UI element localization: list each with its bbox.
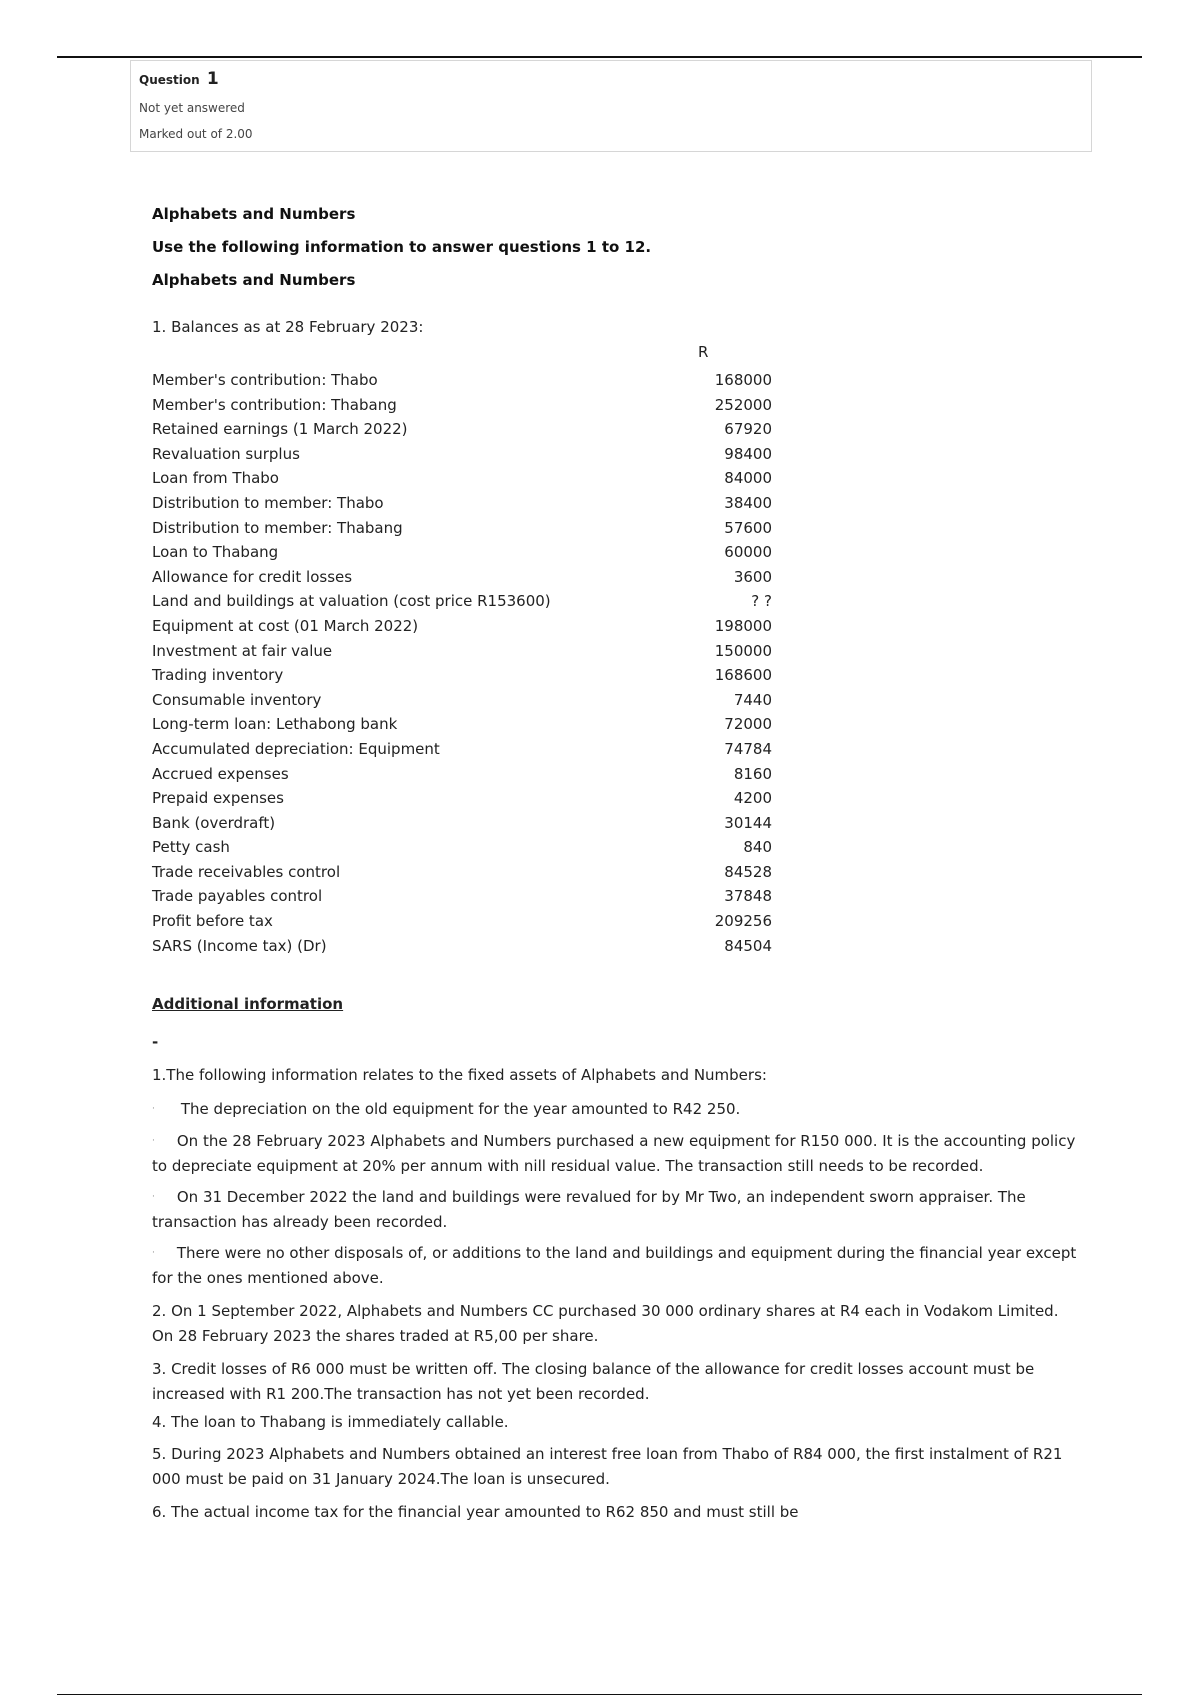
balance-row (152, 393, 772, 418)
balance-label: Retained earnings (1 March 2022) (152, 420, 408, 439)
balance-value: 84528 (724, 862, 772, 881)
top-rule (57, 56, 1142, 58)
bullet-item (152, 1185, 1077, 1235)
balance-label: Equipment at cost (01 March 2022) (152, 616, 419, 635)
balance-label: Trade receivables control (152, 862, 341, 881)
balance-row (152, 614, 772, 639)
bullet-text: There were no other disposals of, or additions to the land and buildings and equipment during the financial year except for the ones mentioned above. (152, 1244, 1077, 1287)
fixed-assets-intro: 1.The following information relates to the fixed assets of Alphabets and Numbers: (152, 1066, 767, 1084)
additional-info-heading: Additional information (152, 995, 344, 1013)
balance-row (152, 909, 772, 934)
balance-label: Revaluation surplus (152, 444, 300, 463)
dash-marker: - (152, 1033, 159, 1051)
balance-label: Allowance for credit losses (152, 567, 353, 586)
balance-row (152, 762, 772, 787)
balance-value: 7440 (733, 690, 772, 709)
balance-value: 84504 (724, 936, 772, 955)
balance-value: 84000 (724, 469, 772, 488)
balance-row (152, 860, 772, 885)
balance-label: Bank (overdraft) (152, 813, 276, 832)
balance-label: Loan from Thabo (152, 469, 279, 488)
balance-row (152, 442, 772, 467)
bullet-icon: · (152, 1248, 155, 1258)
balance-label: Member's contribution: Thabang (152, 395, 397, 414)
info-item-6: 6. The actual income tax for the financial year amounted to R62 850 and must still be (152, 1503, 799, 1521)
balance-row (152, 491, 772, 516)
balance-value: 74784 (724, 739, 772, 758)
balance-label: Prepaid expenses (152, 789, 284, 808)
balance-label: Land and buildings at valuation (cost price R153600) (152, 592, 551, 611)
balance-value: 72000 (724, 715, 772, 734)
balance-row (152, 565, 772, 590)
balance-row (152, 712, 772, 737)
balance-row (152, 466, 772, 491)
balances-table (152, 368, 772, 958)
balance-label: Accumulated depreciation: Equipment (152, 739, 440, 758)
balance-label: Accrued expenses (152, 764, 289, 783)
bullet-item (152, 1129, 1077, 1179)
bullet-text: On the 28 February 2023 Alphabets and Numbers purchased a new equipment for R150 000. It is the accounting policy to depreciate equipment at 20% per annum with nill residual value. The transaction still needs to be recorded. (152, 1132, 1076, 1175)
balance-value: 38400 (724, 493, 772, 512)
balance-value: 98400 (724, 444, 772, 463)
bullet-item (152, 1241, 1077, 1291)
balance-row (152, 417, 772, 442)
balance-value: 252000 (714, 395, 772, 414)
question-number-value: 1 (206, 69, 219, 89)
bullet-icon: · (152, 1104, 155, 1114)
balance-row (152, 540, 772, 565)
balance-label: Petty cash (152, 838, 230, 857)
balance-row (152, 516, 772, 541)
balance-value: 8160 (733, 764, 772, 783)
balance-row (152, 368, 772, 393)
balance-row (152, 934, 772, 959)
balance-row (152, 811, 772, 836)
balance-value: 198000 (714, 616, 772, 635)
heading-instruction: Use the following information to answer questions 1 to 12. (152, 238, 652, 256)
info-item-2: 2. On 1 September 2022, Alphabets and Numbers CC purchased 30 000 ordinary shares at R4 each in Vodakom Limited. On 28 February 2023 the shares traded at R5,00 per share. (152, 1302, 1059, 1345)
balance-label: Distribution to member: Thabo (152, 493, 384, 512)
balance-row (152, 786, 772, 811)
balance-row (152, 663, 772, 688)
info-item-5: 5. During 2023 Alphabets and Numbers obtained an interest free loan from Thabo of R84 000, the first instalment of R21 000 must be paid on 31 January 2024.The loan is unsecured. (152, 1445, 1063, 1488)
question-grade: Marked out of 2.00 (139, 127, 253, 141)
question-state: Not yet answered (139, 101, 245, 115)
balance-value: 30144 (724, 813, 772, 832)
currency-header: R (698, 343, 709, 361)
question-number (139, 69, 1083, 89)
bullet-icon: · (152, 1136, 155, 1146)
balance-value: 60000 (724, 543, 772, 562)
bullet-item (152, 1097, 1077, 1122)
bullet-text: On 31 December 2022 the land and buildings were revalued for by Mr Two, an independent sworn appraiser. The transaction has already been recorded. (152, 1188, 1026, 1231)
balance-label: SARS (Income tax) (Dr) (152, 936, 327, 955)
balance-value: 168000 (714, 371, 772, 389)
balance-label: Long-term loan: Lethabong bank (152, 715, 398, 734)
balance-row (152, 737, 772, 762)
balance-value: 37848 (724, 887, 772, 906)
bullet-text: The depreciation on the old equipment for the year amounted to R42 250. (180, 1100, 741, 1118)
balance-value: 57600 (724, 518, 772, 537)
balance-value: ? ? (751, 592, 772, 611)
info-item-4: 4. The loan to Thabang is immediately callable. (152, 1413, 509, 1431)
balance-row (152, 639, 772, 664)
balance-row (152, 884, 772, 909)
balance-label: Trading inventory (152, 666, 284, 685)
question-label: Question (139, 73, 200, 87)
balance-value: 3600 (733, 567, 772, 586)
balance-value: 840 (743, 838, 772, 857)
balance-row (152, 589, 772, 614)
balance-label: Profit before tax (152, 912, 273, 931)
question-info-box (130, 60, 1092, 152)
bullet-icon: · (152, 1192, 155, 1202)
balances-intro: 1. Balances as at 28 February 2023: (152, 318, 424, 336)
balance-value: 67920 (724, 420, 772, 439)
bottom-rule (57, 1694, 1142, 1695)
balance-label: Trade payables control (152, 887, 323, 906)
balance-label: Loan to Thabang (152, 543, 279, 562)
balance-value: 4200 (733, 789, 772, 808)
balance-label: Investment at fair value (152, 641, 333, 660)
balance-row (152, 835, 772, 860)
balance-label: Member's contribution: Thabo (152, 371, 378, 389)
balance-value: 150000 (714, 641, 772, 660)
info-item-3: 3. Credit losses of R6 000 must be written off. The closing balance of the allowance for credit losses account must be increased with R1 200.The transaction has not yet been recorded. (152, 1360, 1035, 1403)
heading-title-repeat: Alphabets and Numbers (152, 271, 356, 289)
balance-label: Consumable inventory (152, 690, 322, 709)
balance-label: Distribution to member: Thabang (152, 518, 403, 537)
balance-value: 209256 (714, 912, 772, 931)
heading-title: Alphabets and Numbers (152, 205, 356, 223)
balance-value: 168600 (714, 666, 772, 685)
balance-row (152, 688, 772, 713)
